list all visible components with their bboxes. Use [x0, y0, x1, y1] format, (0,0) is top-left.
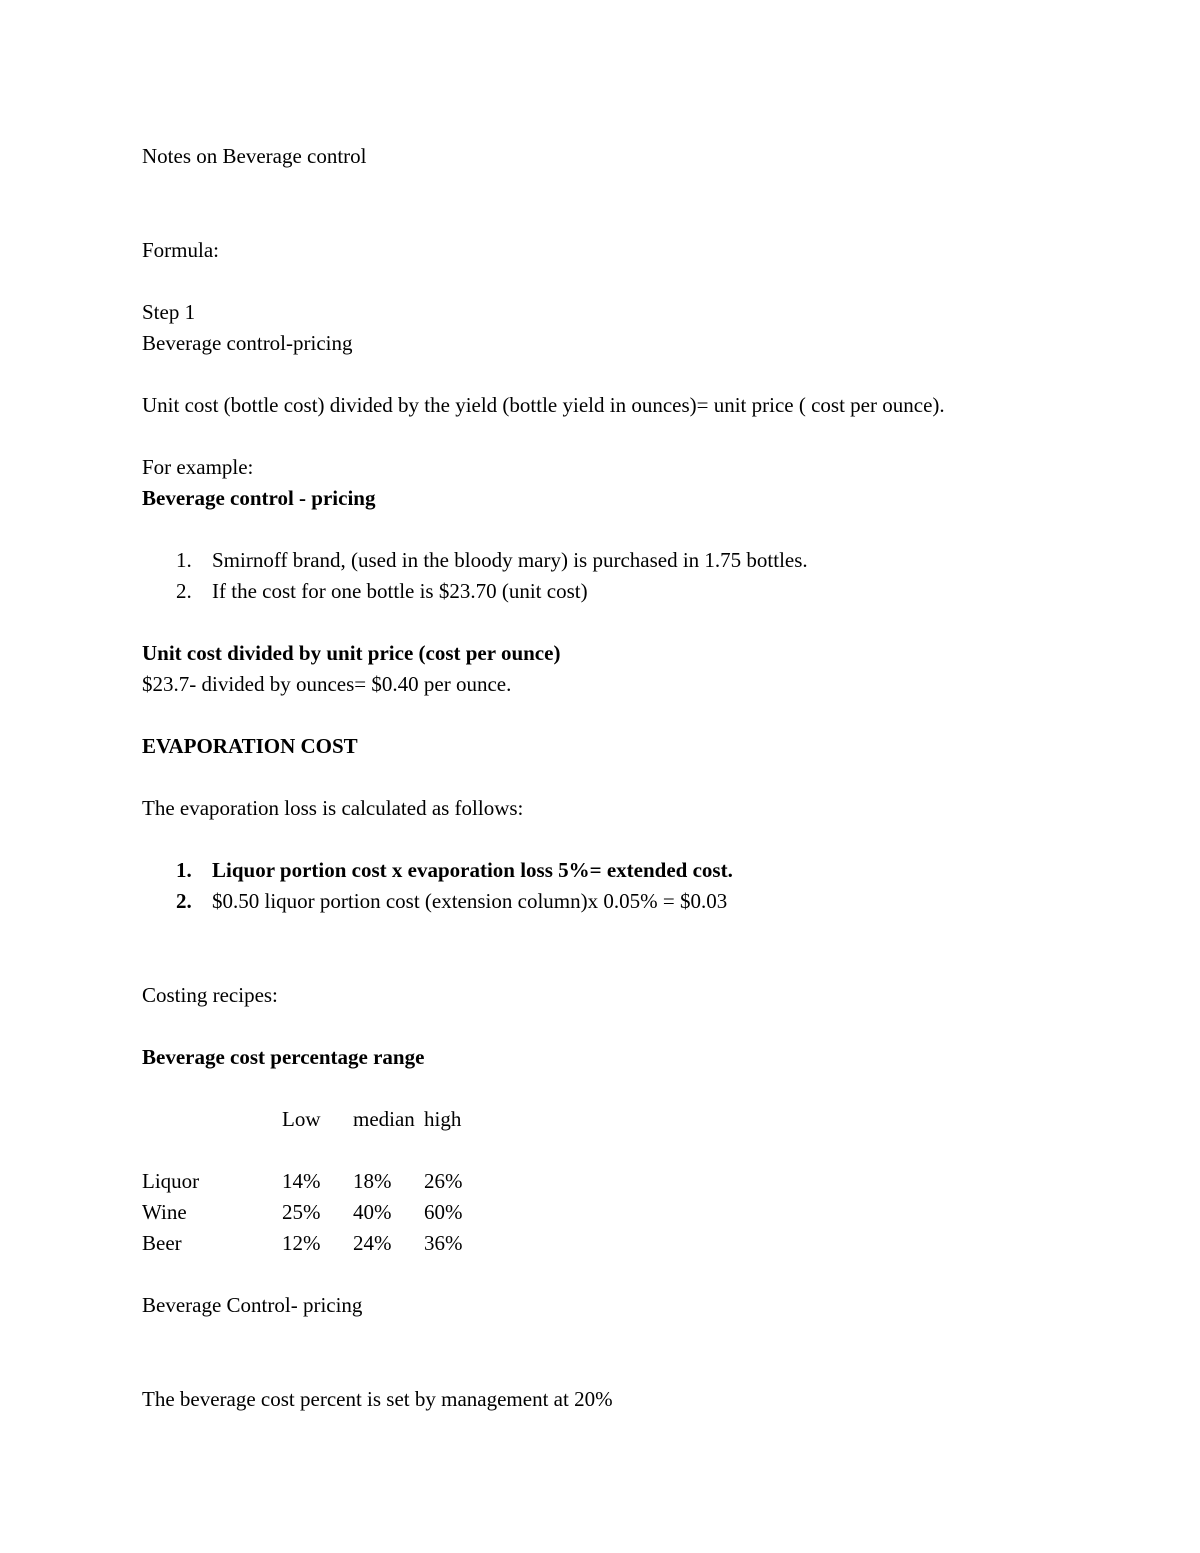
- evaporation-item-2: $0.50 liquor portion cost (extension column)x 0.05% = $0.03: [212, 889, 728, 913]
- cell-beer-high: 36%: [424, 1231, 463, 1255]
- example-item-2: If the cost for one bottle is $23.70 (unit cost): [212, 579, 588, 603]
- cell-liquor-low: 14%: [282, 1169, 321, 1193]
- costing-label: Costing recipes:: [142, 983, 278, 1007]
- evaporation-item-1: Liquor portion cost x evaporation loss 5%= extended cost.: [212, 858, 733, 882]
- cell-wine-low: 25%: [282, 1200, 321, 1224]
- row-label-beer: Beer: [142, 1231, 182, 1255]
- range-heading: Beverage cost percentage range: [142, 1045, 425, 1069]
- management-text: The beverage cost percent is set by management at 20%: [142, 1387, 613, 1411]
- example-label: For example:: [142, 455, 254, 479]
- step-subtitle: Beverage control-pricing: [142, 331, 353, 355]
- example-item-2-number: 2.: [176, 579, 192, 603]
- evaporation-item-2-number: 2.: [176, 889, 192, 913]
- cell-liquor-median: 18%: [353, 1169, 392, 1193]
- row-label-liquor: Liquor: [142, 1169, 200, 1193]
- unit-price-calc: $23.7- divided by ounces= $0.40 per ounce.: [142, 672, 512, 696]
- evaporation-heading: EVAPORATION COST: [142, 734, 358, 758]
- evaporation-intro: The evaporation loss is calculated as follows:: [142, 796, 524, 820]
- row-label-wine: Wine: [142, 1200, 187, 1224]
- header-median: median: [353, 1107, 415, 1131]
- unit-cost-formula: Unit cost (bottle cost) divided by the yield (bottle yield in ounces)= unit price ( cost per ounce).: [142, 393, 945, 417]
- evaporation-item-1-number: 1.: [176, 858, 192, 882]
- cell-wine-median: 40%: [353, 1200, 392, 1224]
- cell-beer-median: 24%: [353, 1231, 392, 1255]
- pricing-label: Beverage Control- pricing: [142, 1293, 363, 1317]
- cell-beer-low: 12%: [282, 1231, 321, 1255]
- cell-liquor-high: 26%: [424, 1169, 463, 1193]
- header-low: Low: [282, 1107, 321, 1131]
- formula-label: Formula:: [142, 238, 219, 262]
- example-item-1-number: 1.: [176, 548, 192, 572]
- document-title: Notes on Beverage control: [142, 144, 367, 168]
- unit-price-heading: Unit cost divided by unit price (cost per ounce): [142, 641, 561, 665]
- example-heading: Beverage control - pricing: [142, 486, 376, 510]
- cell-wine-high: 60%: [424, 1200, 463, 1224]
- header-high: high: [424, 1107, 462, 1131]
- example-item-1: Smirnoff brand, (used in the bloody mary) is purchased in 1.75 bottles.: [212, 548, 808, 572]
- step-label: Step 1: [142, 300, 196, 324]
